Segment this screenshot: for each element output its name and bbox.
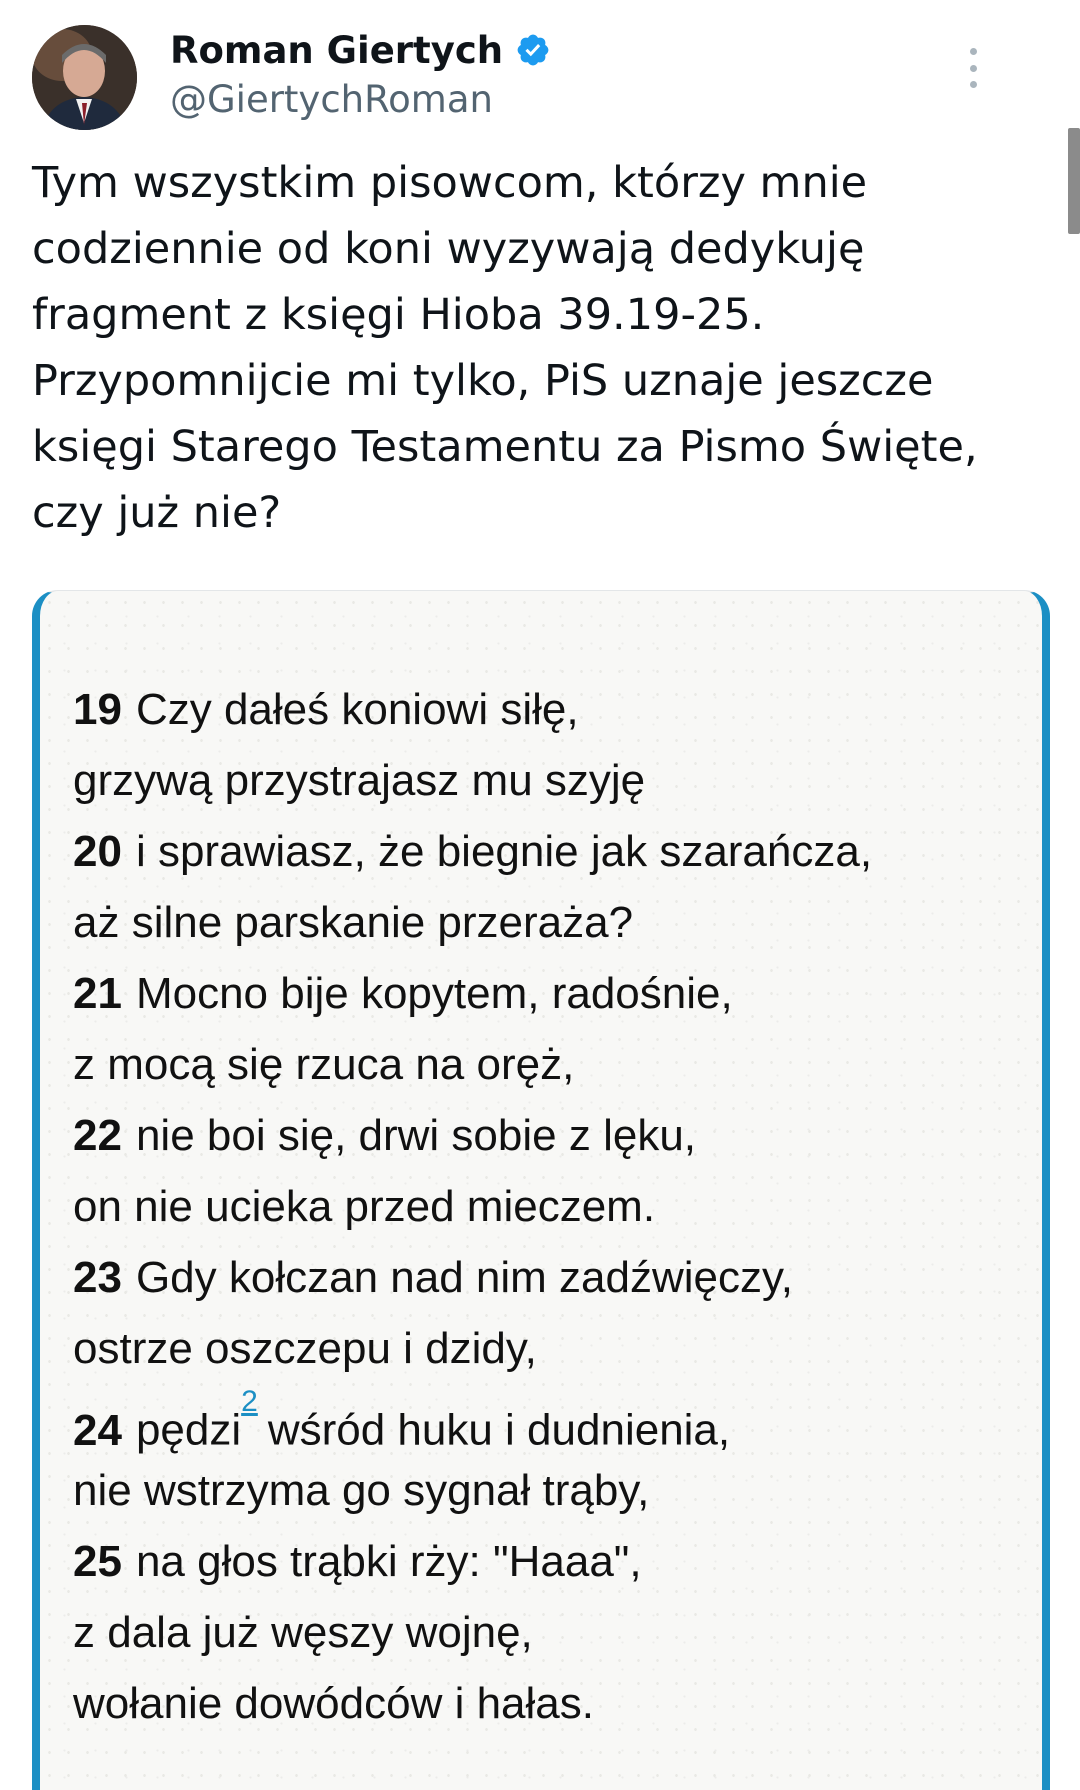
verse-number: 25 — [73, 1537, 122, 1586]
tweet-text: Tym wszystkim pisowcom, którzy mnie codziennie od koni wyzywają dedykuję fragment z księgi Hioba 39.19-25. Przypomnijcie mi tylko, PiS uznaje jeszcze księgi Starego Testamentu za Pismo Święte, czy już nie? — [32, 158, 978, 538]
verse-text: Gdy kołczan nad nim zadźwięczy, — [135, 1253, 793, 1302]
verse-line — [73, 1242, 872, 1313]
handle[interactable]: @GiertychRoman — [170, 78, 493, 121]
verse-text: na głos trąbki rży: "Haaa", — [135, 1537, 642, 1586]
author-block — [170, 26, 551, 121]
verse-text: nie boi się, drwi sobie z lęku, — [135, 1111, 697, 1160]
verse-list — [73, 674, 872, 1739]
verse-text: i sprawiasz, że biegnie jak szarańcza, — [135, 827, 873, 876]
verse-line — [73, 745, 872, 816]
verse-text: z mocą się rzuca na oręż, — [73, 1040, 575, 1089]
verse-line — [73, 1668, 872, 1739]
tweet-header — [0, 0, 1080, 150]
verse-number: 21 — [73, 969, 122, 1018]
verse-line — [73, 1526, 872, 1597]
verse-text: ostrze oszczepu i dzidy, — [73, 1324, 537, 1373]
verse-text: pędzi — [135, 1405, 242, 1455]
footnote-link[interactable]: 2 — [241, 1385, 258, 1418]
verse-text: nie wstrzyma go sygnał trąby, — [73, 1466, 650, 1515]
verse-line — [73, 1171, 872, 1242]
verse-line — [73, 674, 872, 745]
verse-line — [73, 1313, 872, 1384]
verse-line — [73, 1100, 872, 1171]
verse-number: 22 — [73, 1111, 122, 1160]
verified-badge-icon[interactable] — [515, 32, 551, 68]
name-row — [170, 26, 551, 74]
verse-text: aż silne parskanie przeraża? — [73, 898, 634, 947]
verse-text: Mocno bije kopytem, radośnie, — [135, 969, 733, 1018]
verse-number: 24 — [73, 1405, 122, 1455]
display-name[interactable]: Roman Giertych — [170, 28, 504, 72]
verse-number: 19 — [73, 685, 122, 734]
verse-text: z dala już węszy wojnę, — [73, 1608, 533, 1657]
verse-line — [73, 1597, 872, 1668]
scrollbar[interactable] — [1068, 128, 1080, 234]
avatar[interactable] — [32, 25, 137, 130]
verse-text-continued: wśród huku i dudnienia, — [267, 1405, 731, 1455]
verse-number: 23 — [73, 1253, 122, 1302]
verse-line — [73, 1029, 872, 1100]
verse-text: on nie ucieka przed mieczem. — [73, 1182, 656, 1231]
verse-line — [73, 1455, 872, 1526]
verse-text: wołanie dowódców i hałas. — [73, 1679, 594, 1728]
verse-line — [73, 958, 872, 1029]
verse-text: Czy dałeś koniowi siłę, — [135, 685, 579, 734]
verse-line — [73, 887, 872, 958]
more-vertical-icon[interactable] — [966, 48, 980, 88]
verse-line — [73, 1384, 872, 1455]
verse-line — [73, 816, 872, 887]
verse-text: grzywą przystrajasz mu szyję — [73, 756, 646, 805]
tweet-media-image[interactable] — [32, 590, 1050, 1790]
verse-number: 20 — [73, 827, 122, 876]
